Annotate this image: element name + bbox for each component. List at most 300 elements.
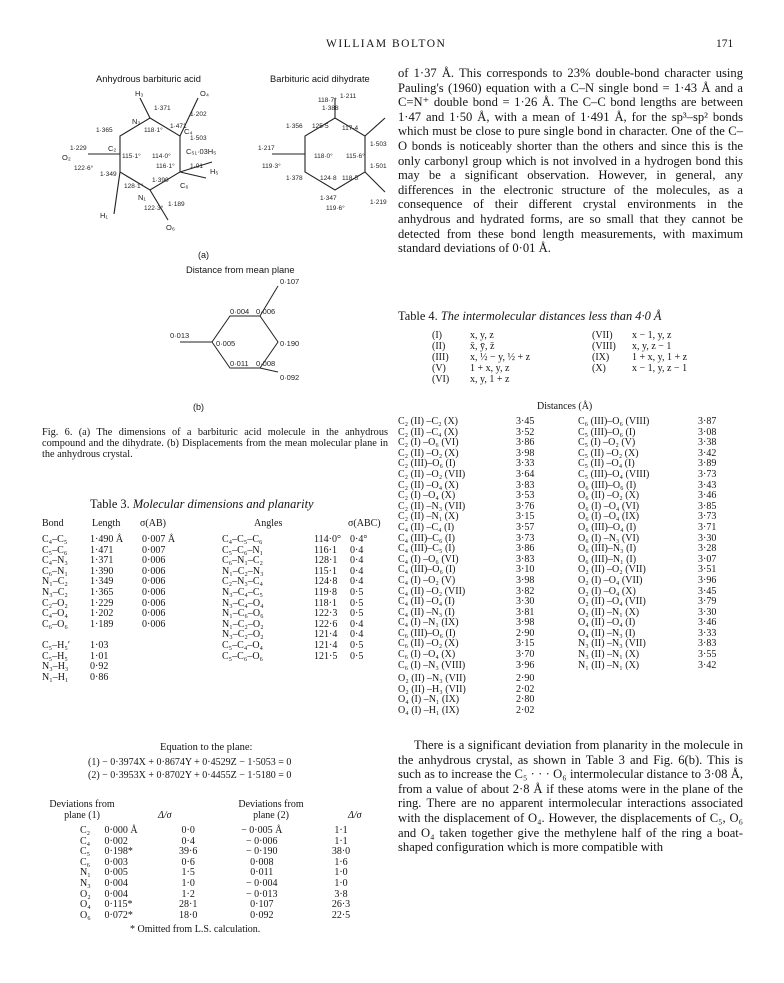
plane-dev-c2: 0·005 [216,339,236,348]
distance-row-cell: 3·10 [516,564,535,576]
atom-c4: C₄ [184,127,193,136]
distance-row [578,417,728,428]
distance-row-cell: C₄ (I) –N₁ (IX) [398,617,459,629]
distance-row-cell: 3·86 [516,437,535,449]
fig6b-letter: (b) [193,402,204,412]
dev-header-sigma-1: Δ/σ [158,810,172,821]
distance-row-cell: O₄ (II) –O₄ (I) [578,617,636,629]
table3-footnote: * Omitted from L.S. calculation. [130,924,261,935]
table3-row-cell: N₁–C₆–O₆ [222,608,264,620]
distance-row-cell: O₆ (I) –N₃ (VI) [578,532,640,544]
table3-row-cell: C₅–C₄–O₄ [222,639,264,651]
distance-row-cell: C₅ (II) –O₂ (X) [578,447,639,459]
distance-row-cell: O₂ (II) –O₂ (VII) [578,564,646,576]
table3-row-cell: C₄–N₃ [42,555,68,567]
distance-row [398,470,546,481]
table3-row-cell: 0·4 [350,555,364,567]
symmetry-row-cell: (IX) [592,352,610,364]
distance-row-cell: C₄ (III)–C₅ (I) [398,543,455,555]
symmetry-row-cell: 1 + x, y, 1 + z [632,352,688,364]
distance-row-cell: C₄ (II) –O₂ (VII) [398,585,466,597]
distance-row-cell: C₄ (I) –O₂ (V) [398,574,456,586]
angle-label: 118·7° [318,97,337,104]
table3-row-cell: 1·03 [90,639,109,651]
table3-row-cell: 0·006 [142,555,166,567]
distance-row-cell: 3·45 [516,416,535,427]
angle-label: 122·6° [74,165,94,172]
distance-row-cell: C₆ (II) –O₂ (X) [398,638,459,650]
table3-row-cell: N₁–C₂–O₂ [222,618,264,630]
table3-row-cell: 114·0° [314,534,341,545]
deviation-row-cell: 0·4 [181,835,195,847]
distance-row-cell: 3·83 [516,553,535,565]
hbond-row-cell: O₂ (II) –H₃ (VII) [398,683,466,695]
bond-label: 1·01 [190,163,204,170]
angle-label: 115·1° [122,153,141,160]
table3-row-cell: 0·4 [350,565,364,577]
table3-row-cell: C₅–C₆–O₆ [222,650,264,662]
deviation-row-cell: 0·004 [104,877,128,889]
distance-row-cell: 3·38 [698,437,717,449]
table3-body [42,535,390,683]
bond-label: 1·503 [190,135,207,142]
distance-row-cell: 3·43 [698,479,717,491]
table3-row-cell: C₂–O₂ [42,597,68,609]
atom-n1: N₁ [138,193,146,202]
bond-label: 1·503 [370,141,387,148]
table3-title [90,497,314,512]
distance-row-cell: 3·98 [516,447,535,459]
bond-label: 1·388 [322,105,339,112]
deviation-row-cell: N₃ [80,877,91,889]
fig6a-molecule-diagram [40,88,390,248]
distance-row-cell: C₆ (I) –O₄ (X) [398,649,456,661]
hbond-row-cell: O₄ (I) –H₁ (IX) [398,704,460,716]
symmetry-row-cell: (X) [592,363,606,375]
distance-row-cell: 3·15 [516,638,535,650]
atom-n3: N₃ [132,117,141,126]
deviation-row-cell: C₄ [80,835,91,847]
table3-row-cell: 0·006 [142,586,166,598]
symmetry-row-cell: 1 + x, y, z [470,363,510,375]
deviation-row-cell: 26·3 [331,899,351,911]
dev-header-sigma-2: Δ/σ [348,810,362,821]
table3-row-cell: 1·471 [90,544,114,556]
distance-row-cell: C₆ (III)–O₆ (VIII) [578,416,650,427]
atom-h5: H₅ [210,167,219,176]
table3-row-cell: 1·229 [90,597,114,609]
distance-row-cell: C₄ (I) –O₆ (VI) [398,553,459,565]
atom-c5-h5: C₅₁·03H₅ [186,147,217,156]
atom-o6: O₆ [166,223,175,232]
plane-dev-o6: 0·092 [280,373,300,382]
distance-row-cell: C₂ (II) –C₂ (X) [398,416,459,427]
table3-row-cell [222,662,314,673]
table3-row-cell [350,673,390,684]
distance-row-cell: 3·33 [698,627,717,639]
table3-row-cell: N₃–C₂ [42,586,68,598]
table3-row-cell [142,641,222,652]
distance-row-cell: O₆ (III)–O₆ (I) [578,479,637,491]
table3-row-cell [314,673,350,684]
fig6b-title: Distance from mean plane [186,265,295,275]
dev-header-2: Deviations from plane (2) [238,799,304,821]
table3-row-cell: 1·202 [90,608,114,620]
distance-row-cell: O₂ (II) –N₁ (X) [578,606,640,618]
bond-label: 1·219 [370,199,387,206]
fig6a-label-left: Anhydrous barbituric acid [96,74,201,84]
table3-row-cell: 0·5 [350,608,364,620]
hbond-row-cell: O₂ (II) –N₃ (VII) [398,673,466,684]
distance-row [578,523,728,534]
distance-row-cell: C₄ (III)–C₆ (I) [398,532,455,544]
table3-row-cell: C₄–O₄ [42,608,68,620]
distance-row-cell: 3·51 [698,564,717,576]
table4-left-column [398,417,546,671]
deviation-row-cell: C₂ [80,825,91,836]
bond-label: 1·202 [190,111,207,118]
deviation-row [80,879,370,890]
deviation-row-cell: 0·0 [181,825,195,836]
distance-row-cell: 3·71 [698,521,717,533]
distance-row-cell: C₄ (II) –C₄ (I) [398,521,455,533]
distance-row-cell: 3·82 [516,585,535,597]
hbond-row-cell: 2·80 [516,694,535,706]
distance-row-cell: C₅ (II) –O₄ (I) [578,458,635,470]
distance-row-cell: O₆ (II) –O₂ (X) [578,490,640,502]
angle-label: 128·1° [124,183,144,190]
deviation-row-cell: C₅ [80,846,91,858]
table3-row-cell [142,630,222,641]
deviation-row-cell: − 0·013 [246,888,278,900]
deviation-row-cell: − 0·190 [246,846,278,858]
deviation-row-cell: 18·0 [179,909,198,921]
angle-label: 117·4 [342,125,359,132]
angle-label: 118·1° [144,127,163,134]
table3-row-cell: 0·006 [142,597,166,609]
distance-row-cell: 3·33 [516,458,535,470]
atom-c2: C₂ [108,144,117,153]
distance-row [578,576,728,587]
symmetry-row-cell: (I) [432,330,442,342]
hbond-row-cell: 2·02 [516,683,535,695]
deviation-row-cell: 1·6 [334,856,348,868]
plane-dev-c4: 0·006 [256,307,276,316]
hbond-row [398,674,546,685]
distance-row-cell: N₃ (II) –N₃ (VII) [578,638,646,650]
distance-row-cell: C₂ (II) –N₁ (X) [398,511,459,523]
symmetry-row-cell: x, ½ − y, ½ + z [470,352,531,364]
table3-row-cell: C₅–C₆ [42,544,68,556]
symmetry-row-cell: (II) [432,341,446,353]
table3-row-cell [142,652,222,663]
table4-title-prefix: Table 4. [398,309,438,323]
distance-row-cell: C₂ (II) –O₄ (X) [398,479,459,491]
distance-row-cell: O₂ (I) –O₄ (VII) [578,574,643,586]
table3-row [42,641,390,652]
distance-row-cell: C₆ (III)–O₆ (I) [398,627,456,639]
distance-row-cell: O₆ (I) –O₄ (IX) [578,511,640,523]
distance-row-cell: 3·98 [516,617,535,629]
symmetry-row-cell: x̄, ȳ, z̄ [470,341,495,353]
angle-label: 116·1° [156,163,175,170]
deviation-row-cell: O₂ [80,888,91,900]
distance-row-cell: O₆ (I) –O₄ (VI) [578,500,640,512]
distance-row-cell: 3·64 [516,468,535,480]
table3-row-cell [350,662,390,673]
paragraph-text: There is a significant deviation from planarity in the molecule in the anhydrous crystal, as shown in Table 3 and Fig. 6(b). This is such as to increase the C₅ · · · O₆ intermolecular distance to 3·08 Å, from a value of about 2·8 Å if these atoms were in the plane of the ring. There are no apparent intermolecular interactions associated with the displacement of O₄. However, the displacements of C₅, O₆ and O₄ taken together give the methylene half of the ring a boat-shaped configuration which is more compatible with [398,738,743,855]
col-header: σ(ABC) [348,518,381,529]
table3-row-cell: N₁–H₁ [42,671,69,683]
distance-row-cell: 3·96 [516,659,535,671]
distance-row-cell: 3·52 [516,426,535,438]
fig6b-plane-diagram [160,276,320,386]
col-header: Length [92,518,121,529]
distance-row [398,417,546,428]
plane-equation-1: (1) − 0·3974X + 0·8674Y + 0·4529Z − 1·5053 = 0 [88,757,292,768]
distance-row-cell: 3·08 [698,426,717,438]
table3-title-text: Molecular dimensions and planarity [132,497,314,511]
table3-row-cell: 115·1 [314,565,337,577]
plane-dev-n3: 0·004 [230,307,250,316]
distance-row-cell: 3·30 [698,532,717,544]
table3-row-cell: 122·3 [314,608,338,620]
distance-row-cell: C₄ (III)–O₆ (I) [398,564,456,576]
col-header: Angles [254,518,283,529]
symmetry-row [432,375,580,386]
body-paragraph-top [398,66,743,256]
running-header [0,38,784,58]
distance-row-cell: 3·83 [698,638,717,650]
table3-row-cell: 0·5 [350,597,364,609]
plane-equation-title: Equation to the plane: [160,742,253,753]
plane-dev-o2: 0·013 [170,331,190,340]
atom-o2: O₂ [62,153,71,162]
table3-row-cell: 0·4 [350,618,364,630]
distance-row-cell: C₂ (I) –O₆ (VI) [398,437,459,449]
angle-label: 122·3° [144,205,164,212]
deviation-row [80,911,370,922]
table3-row-cell: 0·4° [350,534,368,545]
figure-caption: Fig. 6. (a) The dimensions of a barbituric acid molecule in the anhydrous compound and the dihydrate. (b) Displacements from the mean molecular plane in the anhydrous crystal. [42,427,388,461]
symmetry-row-cell: (VIII) [592,341,616,353]
distance-row-cell: O₆ (III)–O₄ (I) [578,521,637,533]
running-title: WILLIAM BOLTON [326,38,447,50]
distance-row-cell: C₅ (III)–O₄ (VIII) [578,468,650,480]
table3-row-cell: 116·1 [314,544,337,556]
deviation-row-cell: 1·0 [334,877,348,889]
distance-row-cell: 3·76 [516,500,535,512]
table3-row-cell: 119·8 [314,586,337,598]
distance-row-cell: C₂ (II) –O₂ (X) [398,447,459,459]
table3-row-cell: 121·5 [314,650,338,662]
table3-row-cell: 0·5 [350,650,364,662]
bond-label: 1·356 [286,123,303,130]
table3-row-cell [142,662,222,673]
deviation-row-cell: 1·2 [181,888,195,900]
distance-row-cell: O₂ (II) –O₄ (VII) [578,596,646,608]
table3-row-cell: C₅–H₅ [42,650,68,662]
symmetry-left [432,331,580,386]
deviation-row-cell: 1·5 [181,867,195,879]
plane-dev-o4: 0·107 [280,277,300,286]
bond-label: 1·501 [370,163,387,170]
table3-row [42,673,390,684]
table3-title-prefix: Table 3. [90,497,130,511]
angle-label: 119·3° [262,163,281,170]
table3-row-cell: C₅–H₅′ [42,639,71,651]
fig6a-label-right: Barbituric acid dihydrate [270,74,370,84]
symmetry-row-cell: x − 1, y, z [632,330,672,342]
symmetry-row-cell: (VII) [592,330,613,342]
deviation-row-cell: 0·003 [104,856,128,868]
symmetry-row-cell: x, y, z [470,330,494,342]
deviation-row-cell: 39·6 [179,846,198,858]
bond-label: 1·189 [168,201,185,208]
hbond-row-cell: 2·90 [516,673,535,684]
angle-label: 125·5 [312,123,329,130]
deviation-row-cell: − 0·005 Å [241,825,283,836]
distance-row-cell: 3·07 [698,553,717,565]
table3-row-cell: N₃–C₄–O₄ [222,597,264,609]
bond-label: 1·211 [340,93,357,100]
atom-c6: C₆ [180,181,189,190]
symmetry-row-cell: (VI) [432,374,450,386]
table4-title-text: The intermolecular distances less than 4·0 Å [440,309,662,323]
distance-row [398,523,546,534]
table3-row-cell [142,673,222,684]
table3-row-cell: 0·5 [350,586,364,598]
distance-row-cell: 3·53 [516,490,535,502]
distance-row-cell: 3·28 [698,543,717,555]
deviation-row-cell: 0·011 [250,867,274,879]
distance-row-cell: C₂ (III)–O₆ (I) [398,458,456,470]
distance-row-cell: 3·87 [698,416,717,427]
deviation-row-cell: 0·092 [250,909,274,921]
body-paragraph-bottom [398,738,743,855]
deviation-row-cell: O₆ [80,909,91,921]
table3-row [42,588,390,599]
distance-row-cell: 3·45 [698,585,717,597]
table3-row-cell: N₃–C₄–C₅ [222,586,264,598]
table3-row-cell: 0·5 [350,639,364,651]
table3-row-cell: C₆–N₁ [42,565,68,577]
table4-hbond-rows [398,674,546,716]
plane-dev-c6: 0·008 [256,359,276,368]
distance-row-cell: 3·83 [516,479,535,491]
distance-row-cell: C₅ (III)–O₆ (I) [578,426,636,438]
deviation-row-cell: 0·000 Å [104,825,138,836]
plane-equation-2: (2) − 0·3953X + 0·8702Y + 0·4455Z − 1·5180 = 0 [88,770,292,781]
distance-row-cell: O₂ (I) –O₄ (X) [578,585,636,597]
deviation-row-cell: N₁ [80,867,91,879]
distance-row-cell: C₄ (II) –O₄ (I) [398,596,455,608]
deviation-row-cell: 1·1 [334,825,348,836]
symmetry-row-cell: x − 1, y, z − 1 [632,363,688,375]
distance-row-cell: 3·86 [516,543,535,555]
table3-row-cell: 1·365 [90,586,114,598]
paragraph-text: of 1·37 Å. This corresponds to 23% double-bond character using Pauling's (1960) equation with a C–N single bond = 1·43 Å and a C=N⁺ double bond = 1·26 Å. The C–C bond lengths are between 1·47 and 1·50 Å, with a mean of 1·491 Å, for the sp³–sp² bonds which must be close to pure single bond in character. One of the C–O bonds is noticeably shorter than the others and since this is the only carbonyl group which is not involved in a hydrogen bond this may be a significant observation. However, in general, any differences in the electronic structure of the molecules, as a consequence of their different crystal environments in the anhydrous and hydrated forms, are so small that they cannot be detected from these bond length measurements, with maximum standard deviations of 0·01 Å. [398,66,743,256]
distance-row-cell: C₅ (I) –O₂ (V) [578,437,636,449]
table3-row-cell: N₁–C₂ [42,576,68,588]
table3-row-cell: 0·007 Å [142,534,176,545]
distance-row [398,576,546,587]
bond-label: 1·378 [286,175,303,182]
table3-row-cell: C₂–N₃–C₄ [222,576,264,588]
angle-label: 118·0° [314,153,333,160]
deviation-row-cell: 0·008 [250,856,274,868]
table3-row-cell: 0·006 [142,608,166,620]
deviation-row [80,826,370,837]
hbond-row-cell: 2·02 [516,704,535,716]
atom-h3: H₃ [135,89,144,98]
table3-row-cell: 0·007 [142,544,166,556]
table3-row-cell: 1·490 Å [90,534,124,545]
distance-row-cell: C₂ (II) –C₄ (X) [398,426,459,438]
table3-row-cell: 0·86 [90,671,109,683]
distance-row-cell: 2·90 [516,627,535,639]
angle-label: 119·6° [326,205,345,212]
table4-right-column [578,417,728,671]
distance-row-cell: C₂ (II) –O₂ (VII) [398,468,466,480]
bond-label: 1·371 [154,105,171,112]
distance-row-cell: 3·81 [516,606,535,618]
deviation-row-cell: 0·198* [104,846,133,858]
bond-label: 1·390 [152,177,169,184]
distance-row-cell: 3·46 [698,490,717,502]
table3-row-cell: 1·189 [90,618,114,630]
distance-row [578,470,728,481]
table3-row-cell: C₄–C₅ [42,534,68,545]
deviation-row-cell: 0·072* [104,909,133,921]
bond-label: 1·347 [320,195,337,202]
fig6a-letter: (a) [198,250,209,260]
page-number: 171 [716,38,734,50]
plane-dev-n1: 0·011 [230,359,249,368]
table3-row [42,535,390,546]
deviation-row-cell: 0·004 [104,888,128,900]
distance-row [578,661,728,672]
distance-row-cell: O₆ (III)–N₃ (I) [578,543,637,555]
distance-row-cell: 3·57 [516,521,535,533]
deviation-row-cell: 22·5 [331,909,351,921]
distance-row-cell: 3·98 [516,574,535,586]
distance-row-cell: 3·30 [698,606,717,618]
angle-label: 114·0° [152,153,171,160]
distance-row-cell: 3·15 [516,511,535,523]
bond-label: 1·229 [70,145,87,152]
table3-row-cell: 121·4 [314,639,338,651]
table3-row-cell: N₁–C₂–N₃ [222,565,264,577]
angle-label: 115·6° [346,153,365,160]
distance-row-cell: 3·42 [698,659,717,671]
distance-row-cell: 3·30 [516,596,535,608]
deviation-row-cell: − 0·006 [246,835,278,847]
symmetry-right [592,331,742,375]
table3-row-cell [314,662,350,673]
deviation-row-cell: C₆ [80,856,91,868]
deviation-row-cell: 0·107 [250,899,274,911]
distance-row-cell: 3·73 [516,532,535,544]
table3-row-cell: C₄–C₅–C₆ [222,534,263,545]
symmetry-row [592,364,742,375]
angle-label: 118·5 [342,175,359,182]
deviation-row-cell: 0·115* [104,899,133,911]
deviation-row-cell: 0·005 [104,867,128,879]
col-header: σ(AB) [140,518,166,529]
deviation-row-cell: 1·0 [181,877,195,889]
table3-row-cell: 118·1 [314,597,337,609]
